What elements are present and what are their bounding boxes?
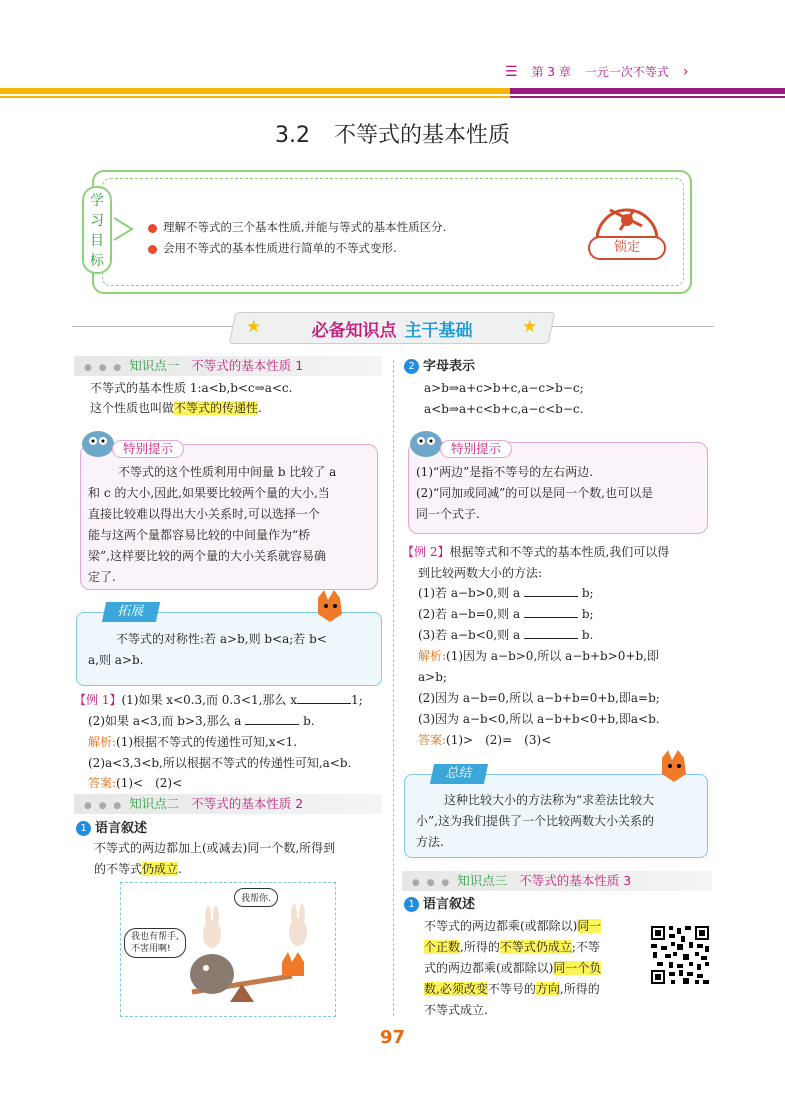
example-2-solution-1b: a>b; — [418, 670, 447, 684]
example-2-solution-3: (3)因为 a−b<0,所以 a−b+b<0+b,即a<b. — [418, 712, 660, 726]
speech-bubble: 我帮你. — [234, 888, 278, 907]
example-2-q3: (3)若 a−b<0,则 a b. — [418, 628, 594, 642]
example-2-solution-1: 解析:(1)因为 a−b>0,所以 a−b+b>0+b,即 — [418, 649, 659, 663]
fox-mascot-icon — [654, 748, 694, 784]
fox-mascot-icon — [310, 588, 350, 626]
mascot-icon — [78, 424, 118, 460]
banner-title: 必备知识点 主干基础 — [311, 321, 473, 341]
speech-bubble: 我也有帮手, 不害用啊! — [124, 928, 186, 958]
summary-text: 这种比较大小的方法称为“求差法比较大 — [444, 793, 655, 807]
formula-line: a>b⇒a+c>b+c,a−c>b−c; — [424, 381, 584, 395]
tip-text: 和 c 的大小,因此,如果要比较两个量的大小,当 — [88, 486, 330, 500]
property-3-text: 个正数,所得的不等式仍成立;不等 — [424, 940, 600, 954]
goal-item: 理解不等式的三个基本性质,并能与等式的基本性质区分. — [148, 219, 446, 235]
answer-blank[interactable] — [524, 585, 578, 597]
header-bar-purple — [510, 88, 785, 94]
summary-text: 小”,这为我们提供了一个比较两数大小关系的 — [416, 814, 654, 828]
example-2-q2: (2)若 a−b=0,则 a b; — [418, 607, 594, 621]
special-tip-title: 特别提示 — [112, 440, 184, 458]
summary-title: 总结 — [430, 764, 488, 784]
learning-goal-tag: 学 习 目 标 — [82, 186, 112, 274]
qr-code-icon[interactable] — [649, 924, 711, 986]
example-1-answer: 答案:(1)< (2)< — [88, 776, 183, 790]
answer-blank[interactable] — [524, 627, 578, 639]
property-3-text: 不等式的两边都乘(或都除以)同一 — [424, 919, 602, 933]
tip-text: (1)“两边”是指不等号的左右两边. — [416, 465, 594, 479]
example-2-q1: (1)若 a−b>0,则 a b; — [418, 586, 594, 600]
star-icon: ★ — [522, 317, 538, 337]
answer-blank[interactable] — [245, 713, 299, 725]
star-icon: ★ — [246, 317, 262, 337]
property-3-text: 不等式成立. — [424, 1003, 488, 1017]
answer-blank[interactable] — [524, 606, 578, 618]
property-3-text: 数,必须改变不等号的方向,所得的 — [424, 982, 600, 996]
verbal-statement-heading-3: 1 语言叙述 — [404, 894, 475, 916]
extension-text: 不等式的对称性:若 a>b,则 b<a;若 b< — [116, 632, 327, 646]
tip-text: 能与这两个量都容易比较的中间量作为“桥 — [88, 528, 311, 542]
bullet-icon — [148, 245, 157, 254]
tip-text: 定了. — [88, 570, 116, 584]
tip-text: (2)“同加或同减”的可以是同一个数,也可以是 — [416, 486, 654, 500]
goal-item: 会用不等式的基本性质进行简单的不等式变形. — [148, 240, 397, 256]
summary-text: 方法. — [416, 835, 444, 849]
tip-text: 不等式的这个性质利用中间量 b 比较了 a — [118, 465, 337, 479]
bullet-icon — [148, 224, 157, 233]
example-2-answer: 答案:(1)> (2)= (3)< — [418, 733, 552, 747]
special-tip-title: 特别提示 — [440, 440, 512, 458]
formula-line: a<b⇒a+c<b+c,a−c<b−c. — [424, 402, 584, 416]
mascot-icon — [406, 424, 446, 460]
knowledge-point-1-header: ● ● ● 知识点一 不等式的基本性质 1 — [74, 356, 382, 376]
letter-representation-heading: 2 字母表示 — [404, 356, 475, 378]
header-bar-yellow-thin — [0, 96, 510, 98]
property-3-text: 式的两边都乘(或都除以)同一个负 — [424, 961, 602, 975]
transitivity-line: 这个性质也叫做不等式的传递性. — [90, 401, 262, 415]
example-1-q2: (2)如果 a<3,而 b>3,那么 a b. — [88, 714, 315, 728]
column-divider — [393, 360, 394, 1016]
page-title: 3.2 不等式的基本性质 — [274, 123, 510, 148]
chapter-title: 一元一次不等式 — [584, 65, 669, 79]
tip-text: 直接比较难以得出大小关系时,可以选择一个 — [88, 507, 320, 521]
extension-title: 拓展 — [102, 602, 160, 622]
property-1: 不等式的基本性质 1:a<b,b<c⇒a<c. — [90, 381, 293, 395]
example-1-solution-1: 解析:(1)根据不等式的传递性可知,x<1. — [88, 735, 298, 749]
tip-text: 同一个式子. — [416, 507, 480, 521]
example-2-solution-2: (2)因为 a−b=0,所以 a−b+b=0+b,即a=b; — [418, 691, 660, 705]
example-1-q1: 【例 1】(1)如果 x<0.3,而 0.3<1,那么 x 1; — [74, 693, 363, 707]
knowledge-point-2-header: ● ● ● 知识点二 不等式的基本性质 2 — [74, 794, 382, 814]
extension-text: a,则 a>b. — [88, 653, 144, 667]
answer-blank[interactable] — [297, 692, 351, 704]
verbal-statement-heading: 1 语言叙述 — [76, 818, 147, 840]
page-number: 97 — [379, 1027, 406, 1048]
header-bar-purple-thin — [510, 96, 785, 98]
example-2-intro: 到比较两数大小的方法: — [418, 566, 543, 580]
knowledge-point-3-header: ● ● ● 知识点三 不等式的基本性质 3 — [402, 871, 712, 891]
example-1-solution-2: (2)a<3,3<b,所以根据不等式的传递性可知,a<b. — [88, 756, 352, 770]
chevron-right-icon[interactable]: › — [682, 63, 689, 80]
property-2-text: 的不等式仍成立. — [94, 862, 182, 876]
property-2-text: 不等式的两边都加上(或减去)同一个数,所得到 — [94, 841, 336, 855]
chapter-number: 第 3 章 — [531, 65, 571, 79]
arrow-right-icon — [112, 214, 138, 244]
tip-text: 梁”,这样要比较的两个量的大小关系就容易确 — [88, 549, 326, 563]
list-icon[interactable]: ☰ — [505, 63, 518, 80]
chapter-header — [505, 63, 688, 80]
example-2-intro: 【例 2】根据等式和不等式的基本性质,我们可以得 — [402, 545, 670, 559]
header-bar-yellow — [0, 88, 510, 94]
lock-label: 锁定 — [588, 236, 666, 260]
